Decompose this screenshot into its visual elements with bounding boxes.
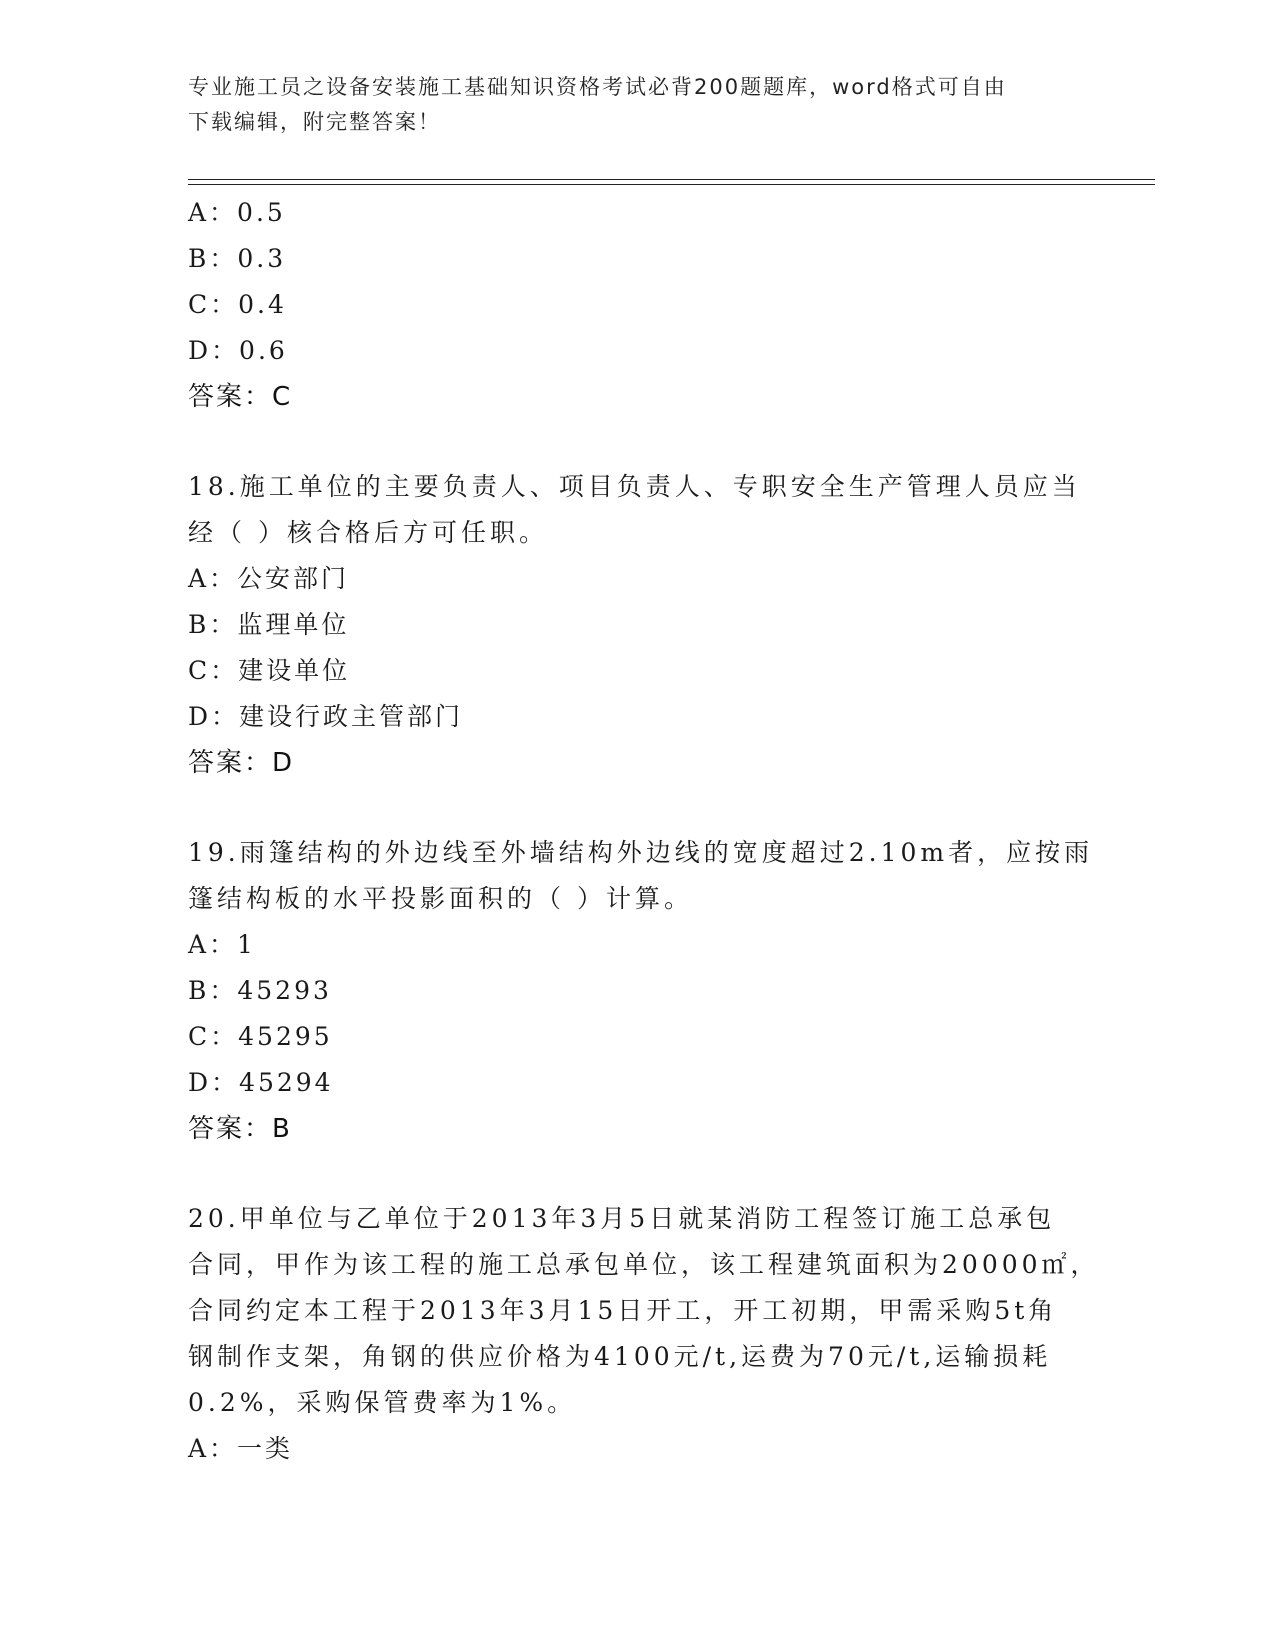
question-text-line: 经（ ）核合格后方可任职。 (188, 518, 548, 547)
option-b: B：监理单位 (188, 610, 350, 639)
option-a: A：一类 (188, 1434, 294, 1463)
answer-line: 答案：B (188, 1114, 292, 1144)
header-line-1: 专业施工员之设备安装施工基础知识资格考试必背200题题库，word格式可自由 (188, 75, 1007, 99)
question-text (188, 830, 1094, 922)
question-text-line: 篷结构板的水平投影面积的（ ）计算。 (188, 884, 693, 913)
question-text-line: 合同约定本工程于2013年3月15日开工，开工初期，甲需采购5t角 (188, 1296, 1058, 1325)
answer-line: 答案：D (188, 748, 295, 778)
question-18 (188, 464, 1088, 786)
option-a: A：1 (188, 930, 256, 959)
option-c: C：建设单位 (188, 656, 351, 685)
question-text (188, 464, 1088, 556)
question-text-line: 20.甲单位与乙单位于2013年3月5日就某消防工程签订施工总承包 (188, 1204, 1056, 1233)
option-b: B：0.3 (188, 244, 287, 273)
option-d: D：建设行政主管部门 (188, 702, 464, 731)
question-text-line: 合同，甲作为该工程的施工总承包单位，该工程建筑面积为20000㎡， (188, 1250, 1100, 1279)
question-text (188, 1196, 1100, 1426)
option-d: D：0.6 (188, 336, 288, 365)
question-text-line: 0.2%，采购保管费率为1%。 (188, 1388, 577, 1417)
option-d: D：45294 (188, 1068, 334, 1097)
option-a: A：0.5 (188, 198, 286, 227)
option-c: C：45295 (188, 1022, 333, 1051)
question-17-continued (188, 190, 1088, 420)
header-line-2: 下载编辑，附完整答案！ (188, 110, 441, 134)
header-divider-top (188, 179, 1155, 180)
question-20 (188, 1196, 1100, 1472)
question-text-line: 钢制作支架，角钢的供应价格为4100元/t,运费为70元/t,运输损耗 (188, 1342, 1052, 1371)
document-header (188, 70, 1088, 140)
document-body (188, 190, 1100, 1472)
question-text-line: 19.雨篷结构的外边线至外墙结构外边线的宽度超过2.10m者，应按雨 (188, 838, 1094, 867)
question-19 (188, 830, 1094, 1152)
header-divider-bottom (188, 184, 1155, 185)
option-c: C：0.4 (188, 290, 287, 319)
answer-line: 答案：C (188, 382, 293, 412)
option-a: A：公安部门 (188, 564, 350, 593)
question-text-line: 18.施工单位的主要负责人、项目负责人、专职安全生产管理人员应当 (188, 472, 1081, 501)
option-b: B：45293 (188, 976, 332, 1005)
